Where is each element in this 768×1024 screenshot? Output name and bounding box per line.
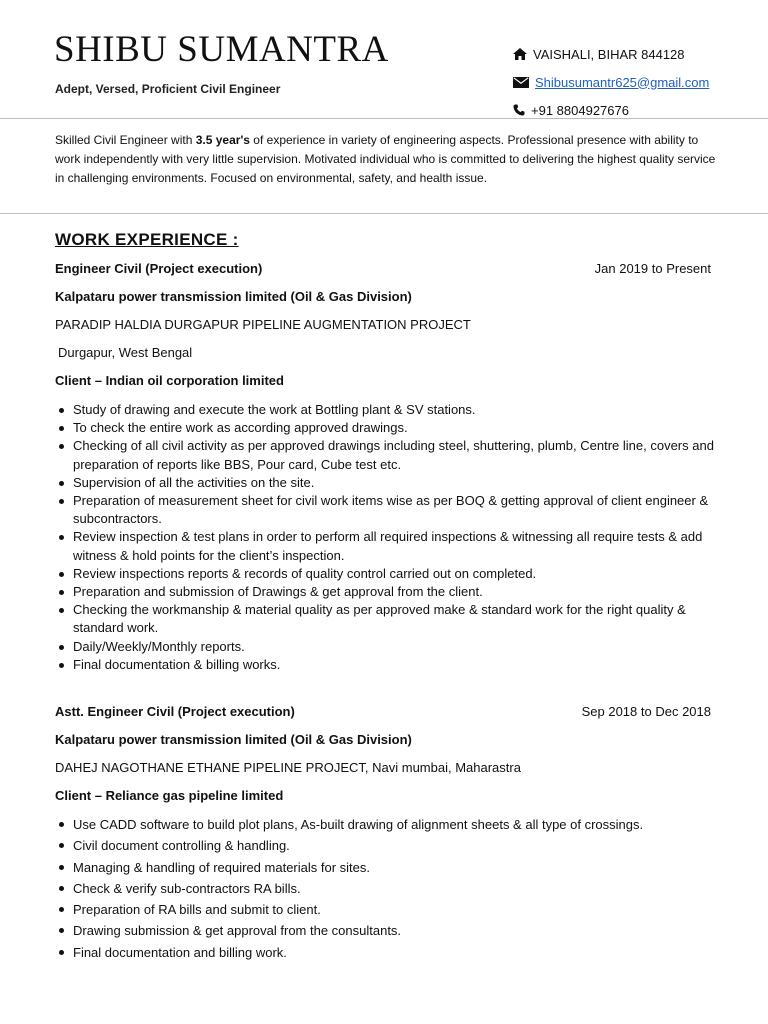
list-item: Final documentation & billing works.: [73, 656, 735, 674]
list-item: Use CADD software to build plot plans, As-built drawing of alignment sheets & all type of crossings.: [73, 814, 735, 835]
address-text: VAISHALI, BIHAR 844128: [533, 46, 685, 62]
summary-text-pre: Skilled Civil Engineer with: [55, 133, 196, 147]
job-title: Astt. Engineer Civil (Project execution): [55, 704, 295, 719]
candidate-name: SHIBU SUMANTRA: [54, 29, 389, 70]
project-name: DAHEJ NAGOTHANE ETHANE PIPELINE PROJECT, Navi mumbai, Maharastra: [55, 760, 521, 775]
list-item: Daily/Weekly/Monthly reports.: [73, 638, 735, 656]
project-name: PARADIP HALDIA DURGAPUR PIPELINE AUGMENTATION PROJECT: [55, 317, 471, 332]
list-item: Drawing submission & get approval from the consultants.: [73, 920, 735, 941]
email-link[interactable]: Shibusumantr625@gmail.com: [535, 74, 710, 90]
phone-text: +91 8804927676: [531, 102, 629, 118]
list-item: Preparation of measurement sheet for civil work items wise as per BOQ & getting approval of client engineer & subcontractors.: [73, 492, 735, 528]
summary-highlight: 3.5 year's: [195, 133, 250, 147]
list-item: Check & verify sub-contractors RA bills.: [73, 878, 735, 899]
list-item: Civil document controlling & handling.: [73, 835, 735, 856]
summary-divider: [0, 213, 768, 214]
job-title-row: [55, 698, 711, 726]
list-item: Preparation and submission of Drawings & get approval from the client.: [73, 583, 735, 601]
responsibilities-list: [55, 401, 735, 674]
header-divider: [0, 118, 768, 119]
contact-block: [513, 40, 709, 124]
job-entry: [55, 255, 735, 674]
job-entry: [55, 698, 735, 963]
phone-icon: [513, 104, 525, 116]
home-icon: [513, 48, 527, 60]
list-item: Preparation of RA bills and submit to client.: [73, 899, 735, 920]
list-item: Study of drawing and execute the work at Bottling plant & SV stations.: [73, 401, 735, 419]
summary-text-post: of experience in variety of engineering aspects. Professional presence with ability to work independently with very little supervision. Motivated individual who is committed to delivering the highest quality service in challenging environments. Focused on environmental, safety, and health issue.: [55, 133, 716, 185]
list-item: Checking the workmanship & material quality as per approved make & standard work for the right quality & standard work.: [73, 601, 735, 637]
list-item: Managing & handling of required materials for sites.: [73, 857, 735, 878]
job-location: Durgapur, West Bengal: [58, 345, 193, 360]
job-dates: Sep 2018 to Dec 2018: [581, 704, 711, 719]
list-item: Supervision of all the activities on the site.: [73, 474, 735, 492]
professional-summary: [55, 131, 720, 188]
address-row: [513, 40, 709, 68]
section-title-work-experience: WORK EXPERIENCE :: [55, 230, 239, 249]
email-row: [513, 68, 709, 96]
job-title: Engineer Civil (Project execution): [55, 261, 263, 276]
list-item: Review inspections reports & records of quality control carried out on completed.: [73, 565, 735, 583]
job-title-row: [55, 255, 711, 283]
company-name: Kalpataru power transmission limited (Oil & Gas Division): [55, 732, 412, 747]
company-name: Kalpataru power transmission limited (Oil & Gas Division): [55, 289, 412, 304]
client-name: Client – Indian oil corporation limited: [55, 373, 284, 388]
envelope-icon: [513, 77, 529, 88]
list-item: Review inspection & test plans in order to perform all required inspections & witnessing all require tests & add witness & hold points for the client’s inspection.: [73, 528, 735, 564]
responsibilities-list: [55, 814, 735, 963]
client-name: Client – Reliance gas pipeline limited: [55, 788, 284, 803]
job-dates: Jan 2019 to Present: [594, 261, 711, 276]
list-item: To check the entire work as according approved drawings.: [73, 419, 735, 437]
phone-row: [513, 96, 709, 124]
list-item: Final documentation and billing work.: [73, 942, 735, 963]
tagline: Adept, Versed, Proficient Civil Engineer: [55, 82, 281, 96]
list-item: Checking of all civil activity as per approved drawings including steel, shuttering, plumb, Centre line, covers and preparation of reports like BBS, Pour card, Cube test etc.: [73, 437, 735, 473]
